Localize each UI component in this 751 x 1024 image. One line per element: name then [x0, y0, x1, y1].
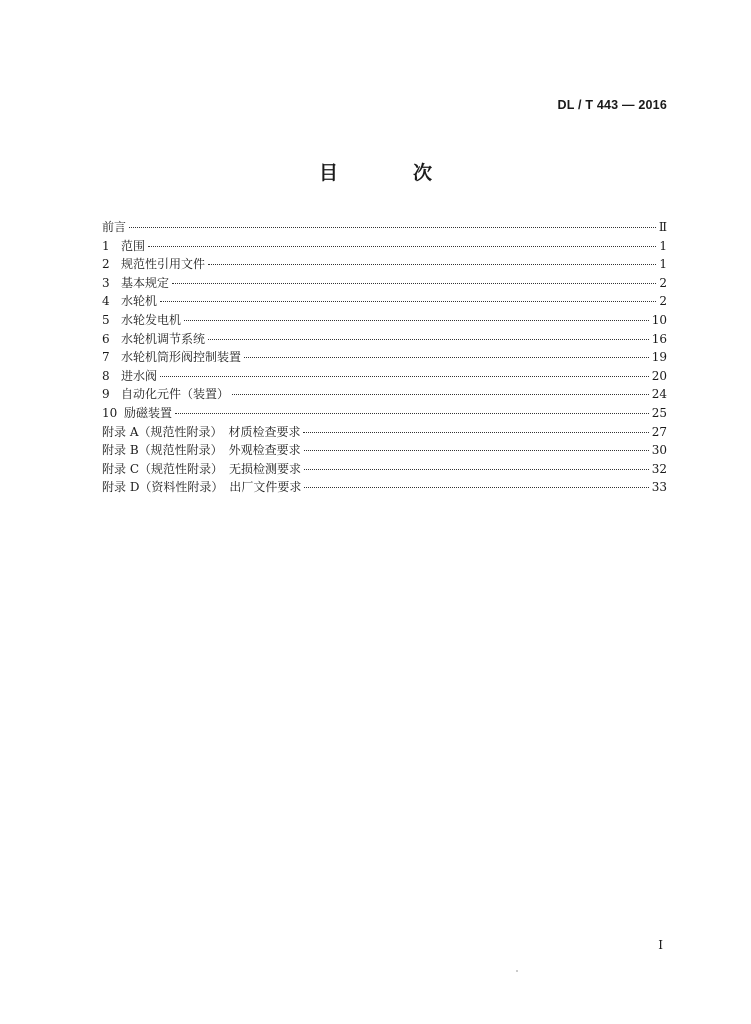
scan-speck [516, 970, 518, 972]
toc-entry-page: 10 [651, 312, 667, 327]
toc-entry-label: 附录 C（规范性附录） 无损检测要求 [102, 461, 301, 476]
toc-entry-label: 励磁装置 [124, 405, 173, 420]
dot-leader [160, 301, 656, 302]
dot-leader [232, 394, 649, 395]
dot-leader [244, 357, 649, 358]
toc-entry-number: 10 [102, 405, 118, 420]
toc-entry-number: 5 [102, 312, 110, 327]
toc-entry-7[interactable] [102, 348, 667, 367]
toc-entry-appendix-a[interactable] [102, 423, 667, 442]
toc-entry-page: 19 [651, 350, 667, 365]
dot-leader [304, 450, 649, 451]
toc-entry-6[interactable] [102, 330, 667, 349]
toc-entry-label: 规范性引用文件 [121, 257, 206, 272]
toc-entry-page: 1 [659, 238, 667, 253]
toc-entry-number: 9 [102, 387, 110, 402]
toc-entry-8[interactable] [102, 367, 667, 386]
page-title: 目 次 [318, 162, 460, 184]
dot-leader [208, 339, 649, 340]
toc-entry-number: 7 [102, 350, 110, 365]
dot-leader [172, 283, 656, 284]
dot-leader [160, 376, 649, 377]
toc-entry-page: 33 [651, 480, 667, 495]
page-number: I [658, 938, 663, 952]
toc-entry-page: 25 [651, 405, 667, 420]
toc-entry-label: 水轮发电机 [121, 312, 182, 327]
toc-entry-page: 27 [651, 424, 667, 439]
table-of-contents [102, 218, 667, 497]
toc-entry-page: 1 [659, 257, 667, 272]
toc-entry-page: Ⅱ [658, 220, 667, 234]
toc-entry-2[interactable] [102, 255, 667, 274]
toc-entry-label: 范围 [121, 238, 146, 253]
toc-entry-page: 2 [659, 275, 667, 290]
toc-entry-label: 水轮机 [121, 294, 158, 309]
toc-entry-4[interactable] [102, 292, 667, 311]
toc-entry-label: 水轮机筒形阀控制装置 [121, 350, 242, 365]
toc-entry-1[interactable] [102, 237, 667, 256]
dot-leader [148, 246, 656, 247]
dot-leader [129, 227, 656, 228]
toc-entry-label: 附录 A（规范性附录） 材质检查要求 [102, 424, 301, 439]
toc-entry-page: 16 [651, 331, 667, 346]
dot-leader [184, 320, 649, 321]
dot-leader [304, 469, 649, 470]
dot-leader [303, 432, 648, 433]
toc-entry-3[interactable] [102, 274, 667, 293]
toc-entry-page: 30 [651, 443, 667, 458]
toc-entry-number: 2 [102, 257, 110, 272]
dot-leader [208, 264, 656, 265]
toc-entry-label: 进水阀 [121, 368, 158, 383]
toc-entry-page: 24 [651, 387, 667, 402]
toc-entry-10[interactable] [102, 404, 667, 423]
dot-leader [304, 487, 648, 488]
toc-entry-number: 6 [102, 331, 110, 346]
toc-entry-label: 前言 [102, 220, 127, 234]
toc-entry-number: 8 [102, 368, 110, 383]
toc-entry-appendix-d[interactable] [102, 478, 667, 497]
toc-entry-label: 附录 D（资料性附录） 出厂文件要求 [102, 480, 302, 495]
toc-entry-label: 水轮机调节系统 [121, 331, 206, 346]
toc-entry-page: 32 [651, 461, 667, 476]
toc-entry-page: 20 [651, 368, 667, 383]
toc-entry-appendix-c[interactable] [102, 460, 667, 479]
toc-entry-number: 3 [102, 275, 110, 290]
toc-entry-number: 4 [102, 294, 110, 309]
standard-code: DL / T 443 — 2016 [557, 98, 667, 112]
toc-entry-foreword[interactable] [102, 218, 667, 237]
toc-entry-label: 自动化元件（装置） [121, 387, 230, 402]
toc-entry-appendix-b[interactable] [102, 441, 667, 460]
toc-entry-number: 1 [102, 238, 110, 253]
toc-entry-9[interactable] [102, 385, 667, 404]
toc-entry-label: 附录 B（规范性附录） 外观检查要求 [102, 443, 301, 458]
toc-entry-label: 基本规定 [121, 275, 170, 290]
dot-leader [175, 413, 649, 414]
toc-entry-5[interactable] [102, 311, 667, 330]
toc-entry-page: 2 [659, 294, 667, 309]
